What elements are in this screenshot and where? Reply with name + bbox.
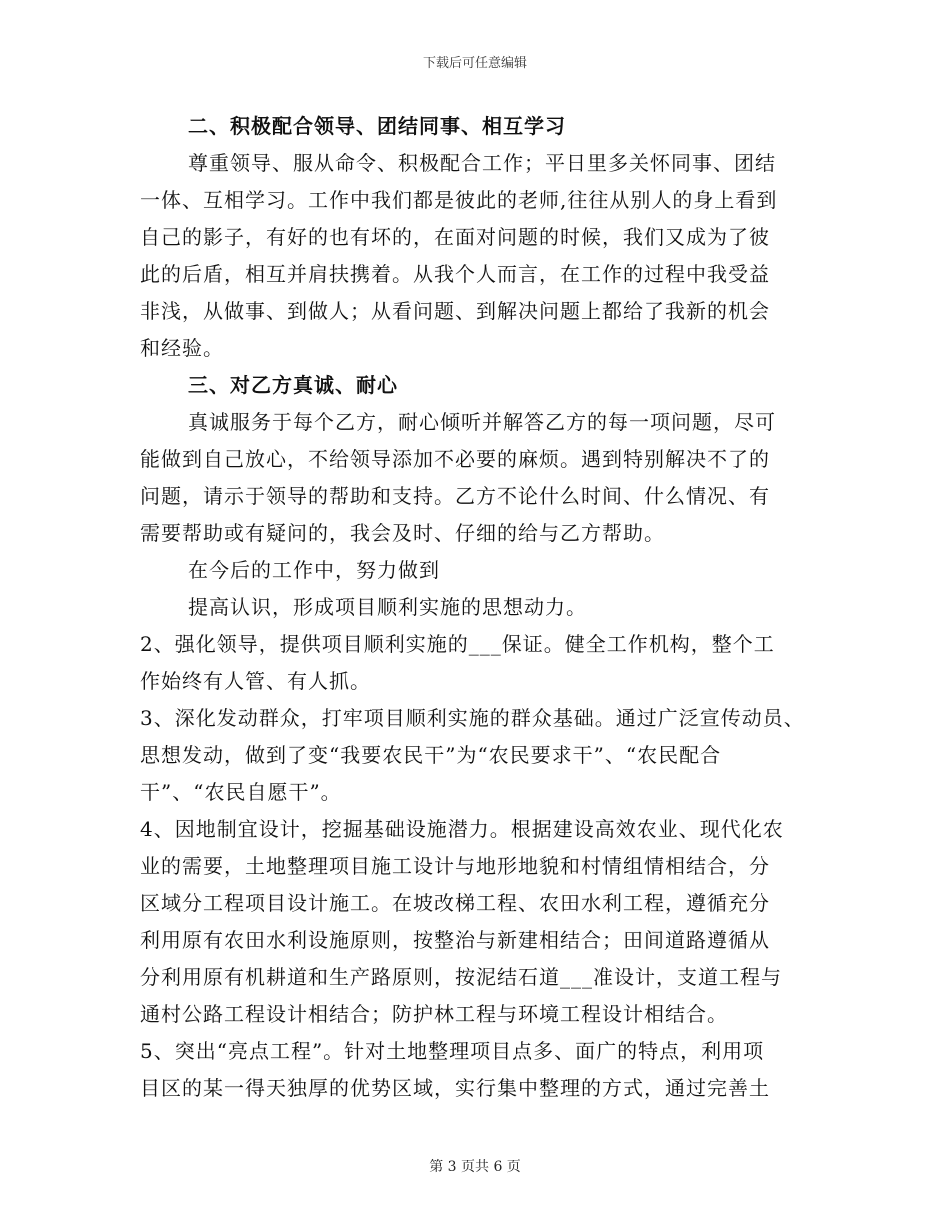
paragraph-line: 需要帮助或有疑问的，我会及时、仔细的给与乙方帮助。 [140,521,665,545]
page-header: 下载后可任意编辑 [422,56,527,71]
paragraph-line: 自己的影子，有好的也有坏的，在面对问题的时候，我们又成为了彼 [140,225,770,249]
section-heading-3: 三、对乙方真诚、耐心 [188,373,398,397]
paragraph-line: 问题，请示于领导的帮助和支持。乙方不论什么时间、什么情况、有 [140,484,770,508]
list-item-4: 4、因地制宜设计，挖掘基础设施潜力。根据建设高效农业、现代化农 [140,817,784,841]
paragraph-line: 和经验。 [140,336,224,360]
section-heading-2: 二、积极配合领导、团结同事、相互学习 [188,114,566,138]
paragraph-line: 在今后的工作中，努力做到 [188,558,440,582]
paragraph-line: 真诚服务于每个乙方，耐心倾听并解答乙方的每一项问题，尽可 [188,410,776,434]
list-item-5: 5、突出“亮点工程”。针对土地整理项目点多、面广的特点，利用项 [140,1039,765,1063]
list-item-4-cont: 利用原有农田水利设施原则，按整治与新建相结合；田间道路遵循从 [140,928,770,952]
paragraph-line: 提高认识，形成项目顺利实施的思想动力。 [188,595,587,619]
list-item-3-cont: 干”、“农民自愿干”。 [140,780,342,804]
paragraph-line: 能做到自己放心，不给领导添加不必要的麻烦。遇到特别解决不了的 [140,447,770,471]
page-footer: 第 3 页共 6 页 [429,1159,521,1175]
list-item-5-cont: 目区的某一得天独厚的优势区域，实行集中整理的方式，通过完善土 [140,1076,770,1100]
paragraph-line: 一体、互相学习。工作中我们都是彼此的老师,往往从别人的身上看到 [140,188,778,212]
list-item-4-cont: 通村公路工程设计相结合；防护林工程与环境工程设计相结合。 [140,1002,728,1026]
list-item-4-cont: 分利用原有机耕道和生产路原则，按泥结石道___准设计，支道工程与 [140,965,782,989]
list-item-4-cont: 区域分工程项目设计施工。在坡改梯工程、农田水利工程，遵循充分 [140,891,770,915]
paragraph-line: 尊重领导、服从命令、积极配合工作；平日里多关怀同事、团结 [188,151,776,175]
list-item-3: 3、深化发动群众，打牢项目顺利实施的群众基础。通过广泛宣传动员、 [140,706,805,730]
list-item-2: 2、强化领导，提供项目顺利实施的___保证。健全工作机构，整个工 [140,632,775,656]
list-item-4-cont: 业的需要，土地整理项目施工设计与地形地貌和村情组情相结合，分 [140,854,770,878]
paragraph-line: 非浅，从做事、到做人；从看问题、到解决问题上都给了我新的机会 [140,299,770,323]
list-item-2-cont: 作始终有人管、有人抓。 [140,669,371,693]
paragraph-line: 此的后盾，相互并肩扶携着。从我个人而言，在工作的过程中我受益 [140,262,770,286]
list-item-3-cont: 思想发动，做到了变“我要农民干”为“农民要求干”、“农民配合 [140,743,722,767]
